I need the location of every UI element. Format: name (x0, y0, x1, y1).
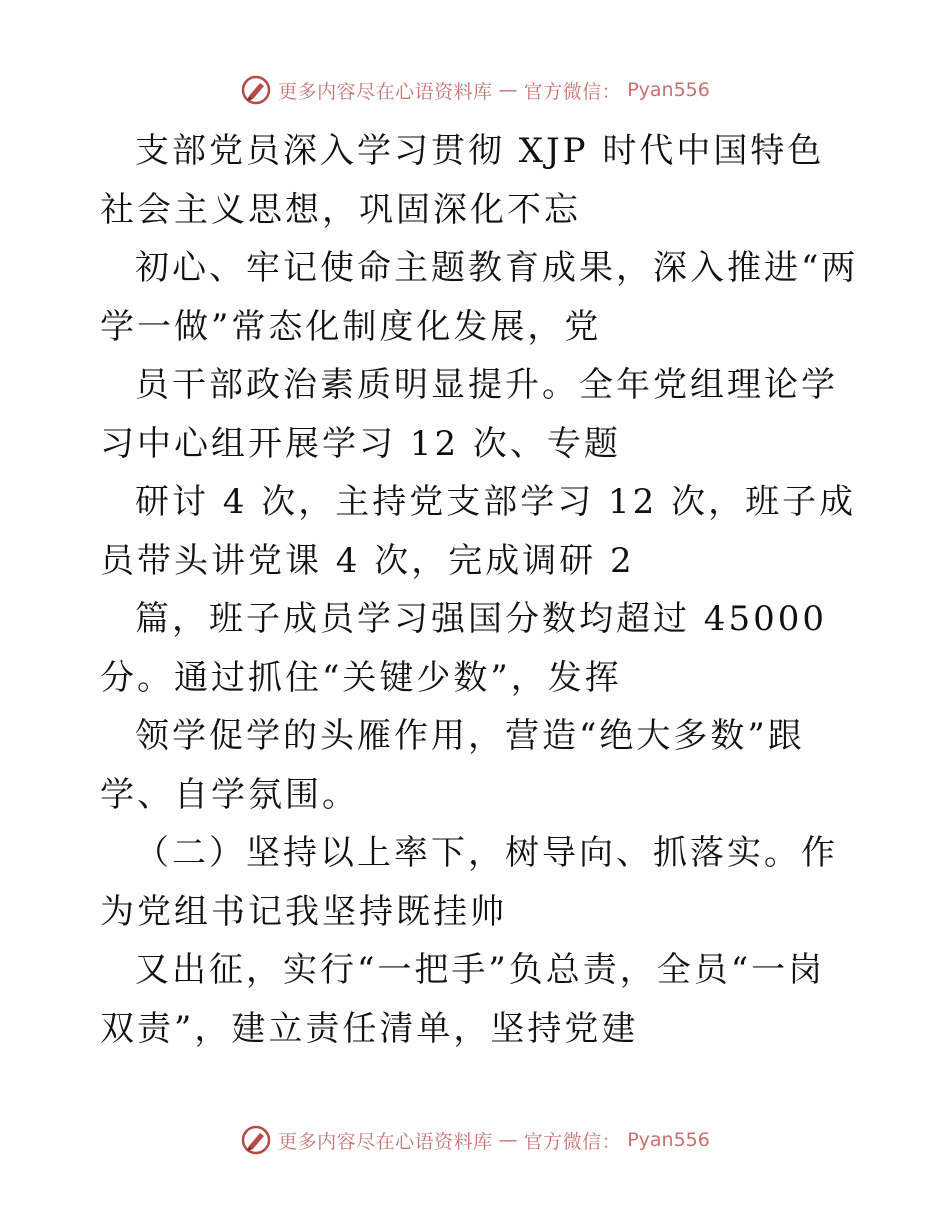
paragraph-5: 篇，班子成员学习强国分数均超过 45000 分。通过抓住“关键少数”，发挥 (100, 599, 827, 698)
watermark-separator: — (498, 79, 518, 101)
pen-logo-icon (240, 1124, 272, 1156)
pen-logo-icon (240, 74, 272, 106)
footer-watermark (0, 1124, 950, 1156)
paragraph-7: （二）坚持以上率下，树导向、抓落实。作为党组书记我坚持既挂帅 (100, 833, 838, 932)
paragraph-4: 研讨 4 次，主持党支部学习 12 次，班子成员带头讲党课 4 次，完成调研 2 (100, 482, 857, 581)
watermark-wechat-id: Pyan556 (627, 1129, 710, 1151)
watermark-main-text: 更多内容尽在心语资料库 (278, 1130, 493, 1153)
document-body (100, 122, 860, 1058)
header-watermark (0, 74, 950, 106)
paragraph-8: 又出征，实行“一把手”负总责，全员“一岗双责”，建立责任清单，坚持党建 (100, 950, 826, 1049)
watermark-separator: — (498, 1129, 518, 1151)
watermark-official-label: 官方微信： (523, 80, 622, 103)
paragraph-3: 员干部政治素质明显提升。全年党组理论学习中心组开展学习 12 次、专题 (100, 365, 838, 464)
watermark-wechat-id: Pyan556 (627, 79, 710, 101)
paragraph-6: 领学促学的头雁作用，营造“绝大多数”跟学、自学氛围。 (100, 716, 805, 815)
watermark-main-text: 更多内容尽在心语资料库 (278, 80, 493, 103)
watermark-official-label: 官方微信： (523, 1130, 622, 1153)
paragraph-2: 初心、牢记使命主题教育成果，深入推进“两学一做”常态化制度化发展，党 (100, 248, 859, 347)
paragraph-1: 支部党员深入学习贯彻 XJP 时代中国特色社会主义思想，巩固深化不忘 (100, 131, 825, 230)
